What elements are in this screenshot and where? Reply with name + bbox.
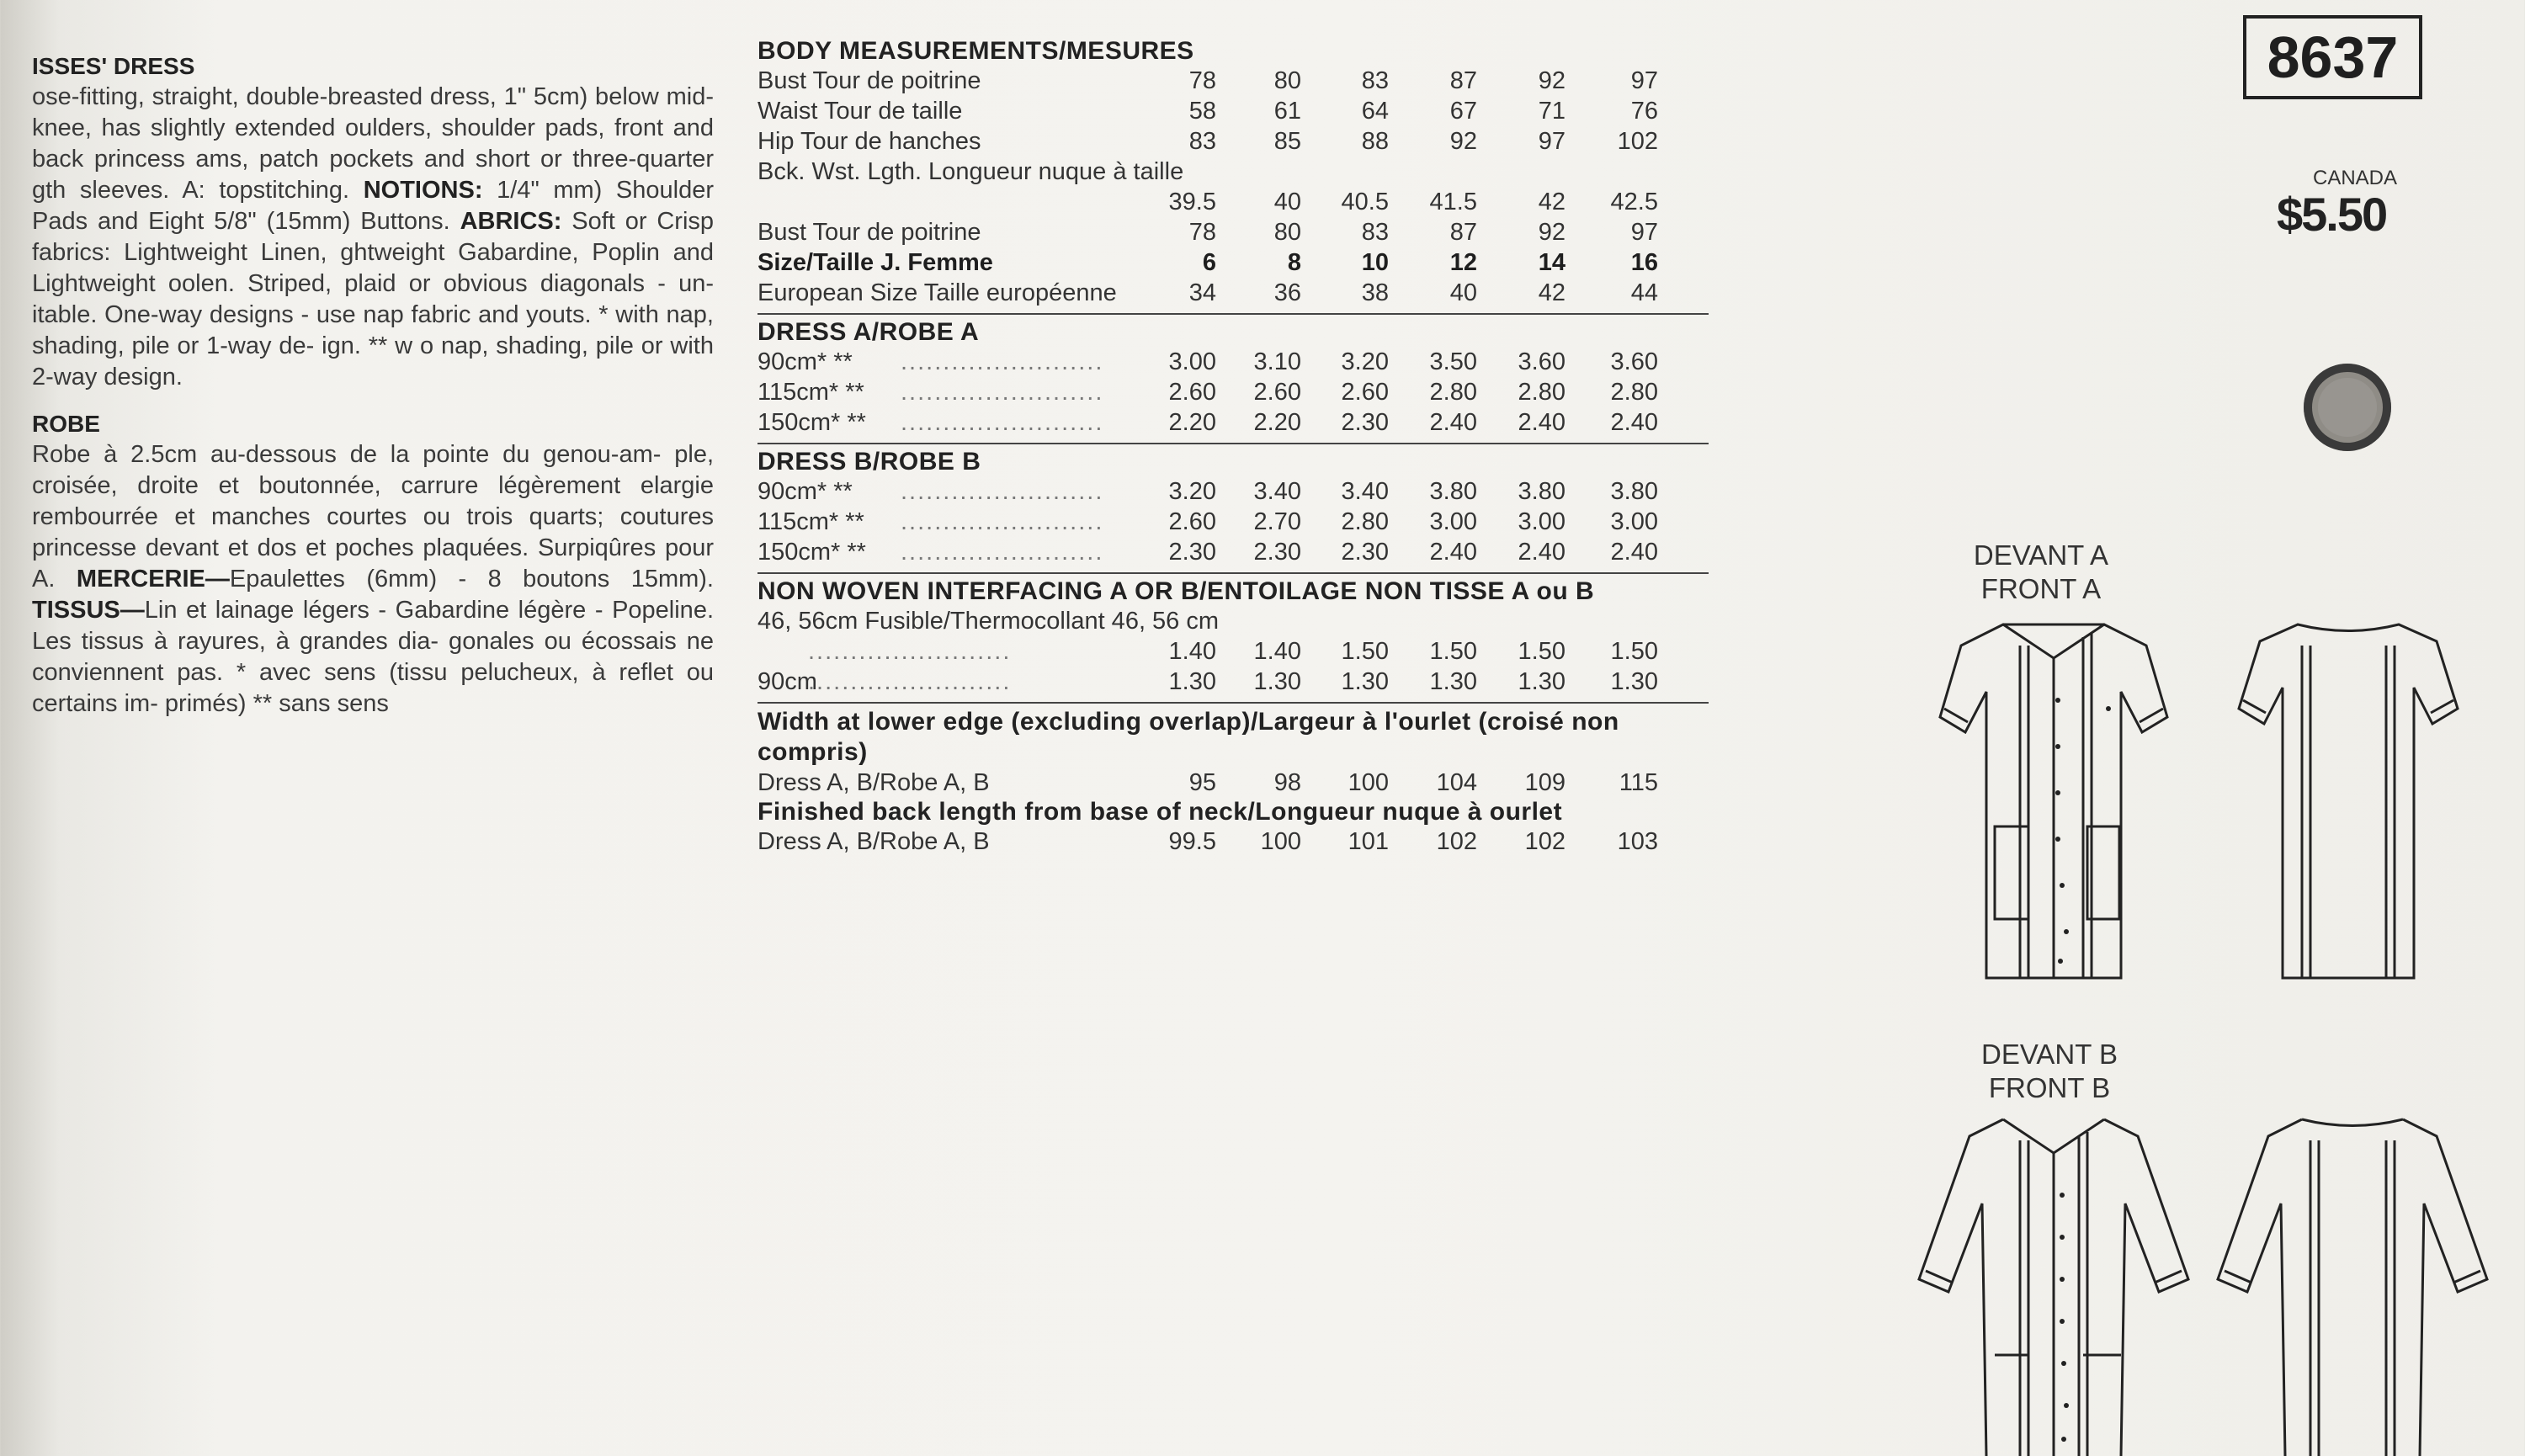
dress-a-row-0 [758, 347, 1717, 377]
dress-a-row-1-value: 2.80 [1610, 379, 1658, 406]
bust-row-2 [758, 217, 1717, 247]
interfacing-row-0-value: 1.50 [1610, 638, 1658, 665]
notions-text: 1/4" mm) Shoulder Pads and Eight 5/8" (15mm) Buttons. [32, 177, 715, 235]
body-row-2-value: 97 [1538, 128, 1566, 155]
dress-b-row-2-value: 2.40 [1429, 539, 1477, 566]
body-row-0-value: 97 [1630, 67, 1658, 94]
dress-b-row-2 [758, 537, 1717, 567]
bust-row-label: Bust Tour de poitrine [758, 219, 981, 246]
measurement-table [758, 37, 1717, 857]
body-row-0-value: 78 [1188, 67, 1216, 94]
width-lower-edge-value: 98 [1273, 769, 1301, 796]
dress-b-row-1-label: 115cm* ** [758, 508, 864, 535]
size-row-value: 16 [1630, 249, 1658, 276]
dress-a-row-1-value: 2.60 [1168, 379, 1216, 406]
body-row-1-value: 76 [1630, 98, 1658, 125]
dress-b-row-1-value: 3.00 [1518, 508, 1566, 535]
width-lower-edge-value: 104 [1436, 769, 1477, 796]
divider [758, 702, 1709, 704]
interfacing-row-1-value: 1.30 [1341, 668, 1389, 695]
tissus-text: Lin et lainage légers - Gabardine légère - Popeline. Les tissus à rayures, à grandes dia- gonales ou écossais ne conviennent pas. * avec sens (tissu pelucheux, à reflet ou certains im- primés) ** sans sens [32, 597, 714, 717]
interfacing-row-1-value: 1.30 [1610, 668, 1658, 695]
body-row-1-value: 61 [1273, 98, 1301, 125]
dress-a-row-0-value: 3.60 [1518, 348, 1566, 375]
dress-b-row-0-value: 3.20 [1168, 478, 1216, 505]
description-body-en: ose-fitting, straight, double-breasted dress, 1" 5cm) below mid-knee, has slightly extended oulders, shoulder pads, front and back princess ams, patch pockets and short or three-quarter gth sleeves. A: topstitching. [32, 83, 714, 204]
view-a-label-fr: DEVANT A [1973, 539, 2109, 571]
width-lower-edge-row [758, 768, 1717, 798]
dress-a-row-2-leader-dots: ........................ [901, 409, 1104, 436]
dress-b-row-1-leader-dots: ........................ [901, 508, 1104, 535]
width-lower-edge-label: Dress A, B/Robe A, B [758, 769, 990, 796]
european-row-value: 44 [1630, 279, 1658, 306]
dress-a-row-2-label: 150cm* ** [758, 409, 866, 436]
dress-a-row-1-value: 2.80 [1429, 379, 1477, 406]
view-b-label-fr: DEVANT B [1981, 1039, 2118, 1070]
width-lower-edge-value: 100 [1348, 769, 1389, 796]
size-row-value: 6 [1202, 249, 1216, 276]
body-row-2-label: Hip Tour de hanches [758, 128, 981, 155]
size-row [758, 247, 1717, 278]
finished-back-title: Finished back length from base of neck/Longueur nuque à ourlet [758, 798, 1563, 826]
width-lower-edge-value: 115 [1619, 769, 1658, 796]
view-a-label [1940, 539, 2142, 606]
back-waist-row-value: 39.5 [1168, 189, 1216, 215]
interfacing-row-0 [758, 636, 1717, 667]
dress-b-row-1-value: 2.60 [1168, 508, 1216, 535]
dress-a-row-1-value: 2.60 [1341, 379, 1389, 406]
dress-a-front-illustration [1927, 608, 2180, 986]
dress-b-row-2-value: 2.30 [1253, 539, 1301, 566]
view-b-label-en: FRONT B [1988, 1072, 2111, 1103]
finished-back-label: Dress A, B/Robe A, B [758, 828, 990, 855]
bust-row-value: 80 [1273, 219, 1301, 246]
dress-b-title: DRESS B/ROBE B [758, 448, 981, 476]
interfacing-row-1-leader-dots: ........................ [808, 668, 1012, 695]
interfacing-row-0-value: 1.40 [1253, 638, 1301, 665]
dress-a-back-illustration [2230, 608, 2466, 986]
body-row-1-label: Waist Tour de taille [758, 98, 963, 125]
size-row [758, 247, 1717, 278]
dress-a-row-2-value: 2.30 [1341, 409, 1389, 436]
dress-b-row-2-value: 2.30 [1341, 539, 1389, 566]
width-lower-edge [758, 768, 1717, 798]
dress-a-row-2-value: 2.40 [1429, 409, 1477, 436]
back-waist-label: Bck. Wst. Lgth. Longueur nuque à taille [758, 158, 1184, 185]
dress-b-rows [758, 476, 1717, 567]
body-row-2-value: 83 [1188, 128, 1216, 155]
finished-back [758, 826, 1717, 857]
interfacing-row-0-value: 1.40 [1168, 638, 1216, 665]
dress-a-rows [758, 347, 1717, 438]
tissus-label: TISSUS— [32, 597, 145, 624]
pattern-number: 8637 [2243, 15, 2422, 99]
dress-a-row-2-value: 2.20 [1253, 409, 1301, 436]
body-row-2-value: 102 [1617, 128, 1658, 155]
dress-b-front-illustration [1911, 1103, 2197, 1456]
dress-b-row-0-value: 3.40 [1341, 478, 1389, 505]
dress-a-row-0-value: 3.60 [1610, 348, 1658, 375]
body-row-0-label: Bust Tour de poitrine [758, 67, 981, 94]
european-row-value: 40 [1449, 279, 1477, 306]
body-row-2-value: 85 [1273, 128, 1301, 155]
european-row-value: 38 [1361, 279, 1389, 306]
dress-b-row-0-value: 3.80 [1610, 478, 1658, 505]
dress-a-row-2 [758, 407, 1717, 438]
dress-b-row-1-value: 2.70 [1253, 508, 1301, 535]
divider [758, 572, 1709, 574]
body-measurements-title: BODY MEASUREMENTS/MESURES [758, 37, 1194, 65]
european-row-value: 34 [1188, 279, 1216, 306]
interfacing-row-1-label: 90cm [758, 668, 817, 695]
interfacing-row-1-value: 1.30 [1429, 668, 1477, 695]
dress-a-row-0-leader-dots: ........................ [901, 348, 1104, 375]
body-measurements-rows [758, 66, 1717, 157]
interfacing-row-1 [758, 667, 1717, 697]
dress-b-row-0-leader-dots: ........................ [901, 478, 1104, 505]
size-row-label: Size/Taille J. Femme [758, 249, 993, 276]
bust-row-value: 97 [1630, 219, 1658, 246]
dress-a-row-2-value: 2.20 [1168, 409, 1216, 436]
interfacing-rows [758, 636, 1717, 697]
width-lower-edge-value: 95 [1188, 769, 1216, 796]
size-row-value: 12 [1449, 249, 1477, 276]
back-waist-row-value: 41.5 [1429, 189, 1477, 215]
back-waist-row [758, 187, 1717, 217]
interfacing-row-0-value: 1.50 [1429, 638, 1477, 665]
body-row-2 [758, 126, 1717, 157]
back-waist-row-value: 42.5 [1610, 189, 1658, 215]
body-row-2-value: 92 [1449, 128, 1477, 155]
view-b-label [1948, 1038, 2150, 1105]
finished-back-value: 103 [1617, 828, 1658, 855]
size-row-value: 10 [1361, 249, 1389, 276]
interfacing-title: NON WOVEN INTERFACING A OR B/ENTOILAGE NON TISSE A ou B [758, 577, 1595, 605]
divider [758, 313, 1709, 315]
bust-row [758, 217, 1717, 247]
dress-a-row-0-value: 3.50 [1429, 348, 1477, 375]
dress-b-row-0-value: 3.80 [1429, 478, 1477, 505]
finished-back-value: 100 [1260, 828, 1301, 855]
size-row-value: 14 [1538, 249, 1566, 276]
finished-back-value: 99.5 [1168, 828, 1216, 855]
body-row-0-value: 83 [1361, 67, 1389, 94]
description-english [32, 50, 714, 393]
width-lower-edge-title: Width at lower edge (excluding overlap)/Largeur à l'ourlet (croisé non compris) [758, 708, 1619, 766]
european-row-value: 42 [1538, 279, 1566, 306]
interfacing-row-0-value: 1.50 [1341, 638, 1389, 665]
european-row-value: 36 [1273, 279, 1301, 306]
back-waist-row-value: 40.5 [1341, 189, 1389, 215]
bust-row-value: 87 [1449, 219, 1477, 246]
bust-row-value: 83 [1361, 219, 1389, 246]
back-waist-label-row [758, 157, 1717, 187]
price-country: CANADA [2313, 167, 2398, 189]
european-row [758, 278, 1717, 308]
dress-b-row-1-value: 2.80 [1341, 508, 1389, 535]
description-body-fr: Robe à 2.5cm au-dessous de la pointe du genou-am- ple, croisée, droite et boutonnée, carrure légèrement elargie rembourrée et manches courtes ou trois quarts; coutures princesse devant et dos et poches plaquées. Surpiqûres pour A. [32, 441, 714, 592]
fabrics-text: Soft or Crisp fabrics: Lightweight Linen, ghtweight Gabardine, Poplin and Lightweight oolen. Striped, plaid or obvious diagonals - un- itable. One-way designs - use nap fabric and youts. * with nap, shading, pile or 1-way de- ign. ** w o nap, shading, pile or with 2-way design. [32, 208, 715, 391]
dress-a-title: DRESS A/ROBE A [758, 318, 980, 346]
dress-a-row-1-leader-dots: ........................ [901, 379, 1104, 406]
back-waist-row-value: 42 [1538, 189, 1566, 215]
back-waist-values [758, 187, 1717, 217]
dress-b-row-2-value: 2.30 [1168, 539, 1216, 566]
divider [758, 443, 1709, 444]
dress-b-back-illustration [2209, 1103, 2496, 1456]
interfacing-row-1-value: 1.30 [1518, 668, 1566, 695]
description-french [32, 408, 714, 720]
size-row-value: 8 [1287, 249, 1301, 276]
mercerie-text: Epaulettes (6mm) - 8 boutons 15mm). [229, 566, 714, 592]
dress-a-row-2-value: 2.40 [1610, 409, 1658, 436]
body-row-0-value: 80 [1273, 67, 1301, 94]
dress-b-row-2-label: 150cm* ** [758, 539, 866, 566]
body-row-1-value: 64 [1361, 98, 1389, 125]
interfacing-subtitle-row [758, 606, 1717, 636]
european-row-label: European Size Taille européenne [758, 279, 1117, 306]
back-waist-row-value: 40 [1273, 189, 1301, 215]
view-a-label-en: FRONT A [1980, 573, 2102, 604]
width-lower-edge-value: 109 [1524, 769, 1566, 796]
body-row-1-value: 71 [1538, 98, 1566, 125]
dress-b-row-1-value: 3.00 [1610, 508, 1658, 535]
dress-a-row-0-value: 3.00 [1168, 348, 1216, 375]
finished-back-value: 102 [1524, 828, 1566, 855]
dress-b-row-2-value: 2.40 [1610, 539, 1658, 566]
body-row-1-value: 58 [1188, 98, 1216, 125]
dress-b-row-0-value: 3.40 [1253, 478, 1301, 505]
dress-a-row-1-value: 2.80 [1518, 379, 1566, 406]
finished-back-value: 102 [1436, 828, 1477, 855]
description-column [32, 50, 714, 735]
dress-b-row-2-leader-dots: ........................ [901, 539, 1104, 566]
mercerie-label: MERCERIE— [76, 566, 230, 592]
description-heading-fr: ROBE [32, 411, 100, 437]
european-size-row [758, 278, 1717, 308]
dress-b-row-0-value: 3.80 [1518, 478, 1566, 505]
interfacing-row-0-value: 1.50 [1518, 638, 1566, 665]
grommet-hole-icon [2304, 364, 2391, 451]
dress-a-row-2-value: 2.40 [1518, 409, 1566, 436]
body-row-1 [758, 96, 1717, 126]
dress-a-row-1-value: 2.60 [1253, 379, 1301, 406]
body-row-0-value: 92 [1538, 67, 1566, 94]
bust-row-value: 92 [1538, 219, 1566, 246]
dress-b-row-0 [758, 476, 1717, 507]
interfacing-row-1-value: 1.30 [1253, 668, 1301, 695]
body-row-2-value: 88 [1361, 128, 1389, 155]
price-amount: $5.50 [2277, 188, 2387, 241]
body-row-0 [758, 66, 1717, 96]
description-heading-en: ISSES' DRESS [32, 53, 195, 79]
body-row-1-value: 67 [1449, 98, 1477, 125]
fabrics-label: ABRICS: [460, 208, 562, 235]
dress-a-row-0-value: 3.20 [1341, 348, 1389, 375]
dress-a-row-1-label: 115cm* ** [758, 379, 864, 406]
dress-a-row-0-value: 3.10 [1253, 348, 1301, 375]
interfacing-row-0-leader-dots: ........................ [808, 638, 1012, 665]
notions-label: NOTIONS: [363, 177, 483, 204]
bust-row-value: 78 [1188, 219, 1216, 246]
dress-a-row-1 [758, 377, 1717, 407]
body-row-0-value: 87 [1449, 67, 1477, 94]
dress-b-row-1-value: 3.00 [1429, 508, 1477, 535]
interfacing-row-1-value: 1.30 [1168, 668, 1216, 695]
dress-b-row-0-label: 90cm* ** [758, 478, 853, 505]
dress-b-row-2-value: 2.40 [1518, 539, 1566, 566]
interfacing-subtitle: 46, 56cm Fusible/Thermocollant 46, 56 cm [758, 608, 1220, 635]
finished-back-row [758, 826, 1717, 857]
dress-a-row-0-label: 90cm* ** [758, 348, 853, 375]
dress-b-row-1 [758, 507, 1717, 537]
finished-back-value: 101 [1348, 828, 1389, 855]
